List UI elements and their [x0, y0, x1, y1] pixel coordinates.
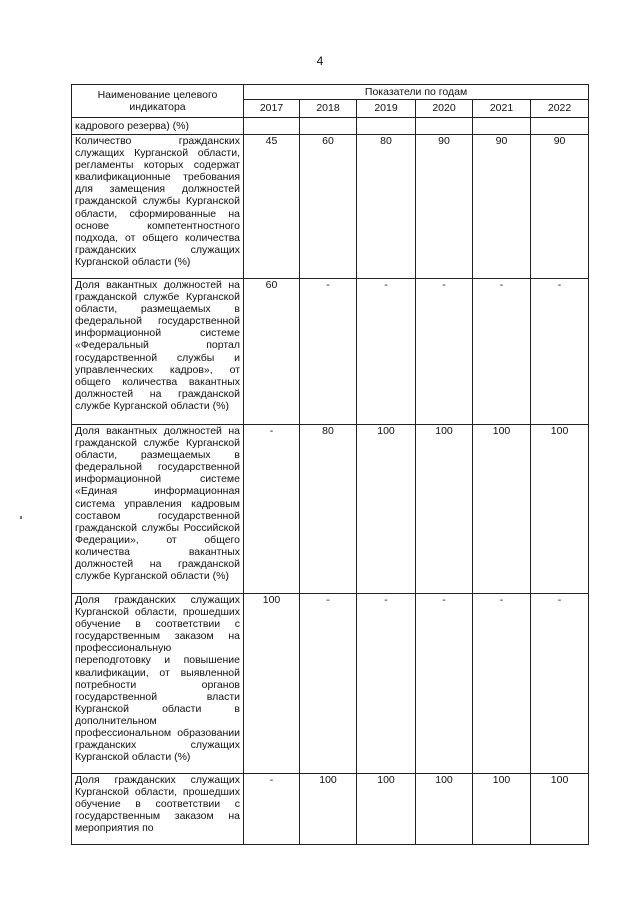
indicator-value: 90	[531, 135, 589, 279]
continuation-text: кадрового резерва) (%)	[72, 118, 244, 135]
table-header-row	[72, 85, 589, 100]
indicator-value: 100	[416, 774, 473, 845]
indicator-value: -	[473, 594, 531, 774]
indicator-value: 90	[473, 135, 531, 279]
indicator-value: 45	[244, 135, 300, 279]
year-header: 2017	[244, 100, 300, 118]
indicator-name: Доля гражданских служащих Курганской области, прошедших обучение в соответствии с государственным заказом на профессиональную переподготовку и повышение квалификации, от выявленной потребности органов государственной власти Курганской области в дополнительном профессиональном образовании гражданских служащих Курганской области (%)	[72, 594, 244, 774]
indicator-value: 100	[416, 425, 473, 594]
indicator-value: 100	[300, 774, 357, 845]
indicator-value: -	[531, 279, 589, 425]
years-group-header: Показатели по годам	[244, 85, 589, 100]
table-row	[72, 425, 589, 594]
indicator-value: -	[473, 279, 531, 425]
indicator-name: Количество гражданских служащих Курганской области, регламенты которых содержат квалификационные требования для замещения должностей гражданской службы Курганской области, сформированные на основе компетентностного подхода, от общего количества гражданских служащих Курганской области (%)	[72, 135, 244, 279]
indicator-value: 100	[357, 774, 416, 845]
indicator-name: Доля вакантных должностей на гражданской службе Курганской области, размещаемых в федеральной государственной информационной системе «Единая информационная система управления кадровым составом государственной гражданской службы Российской Федерации», от общего количества вакантных должностей на гражданской службе Курганской области (%)	[72, 425, 244, 594]
indicator-value: 80	[300, 425, 357, 594]
year-header: 2021	[473, 100, 531, 118]
indicator-value: -	[244, 774, 300, 845]
indicator-value: 100	[531, 774, 589, 845]
indicator-value: 60	[244, 279, 300, 425]
indicator-value: -	[531, 594, 589, 774]
indicator-value: 60	[300, 135, 357, 279]
indicator-value: 80	[357, 135, 416, 279]
year-header: 2019	[357, 100, 416, 118]
indicator-value: 100	[473, 774, 531, 845]
indicator-name: Доля вакантных должностей на гражданской службе Курганской области, размещаемых в федеральной государственной информационной системе «Федеральный портал государственной службы и управленческих кадров», от общего количества вакантных должностей на гражданской службе Курганской области (%)	[72, 279, 244, 425]
page-number: 4	[316, 54, 324, 68]
indicator-value: -	[244, 425, 300, 594]
table-row	[72, 774, 589, 845]
indicator-value: 100	[244, 594, 300, 774]
indicator-value: -	[300, 594, 357, 774]
table-row	[72, 594, 589, 774]
indicator-value: 100	[473, 425, 531, 594]
scan-mark	[20, 516, 22, 519]
indicator-value: -	[416, 279, 473, 425]
continuation-row	[72, 118, 589, 135]
table-row	[72, 135, 589, 279]
table-row	[72, 279, 589, 425]
indicator-value: -	[416, 594, 473, 774]
indicator-value: 100	[357, 425, 416, 594]
indicator-name-header: Наименование целевого индикатора	[72, 85, 244, 118]
indicator-value: -	[357, 279, 416, 425]
indicator-value: -	[300, 279, 357, 425]
indicators-table	[71, 84, 589, 845]
year-header: 2020	[416, 100, 473, 118]
year-header: 2022	[531, 100, 589, 118]
year-header: 2018	[300, 100, 357, 118]
indicator-value: 90	[416, 135, 473, 279]
indicator-value: -	[357, 594, 416, 774]
indicator-value: 100	[531, 425, 589, 594]
indicator-name: Доля гражданских служащих Курганской области, прошедших обучение в соответствии с государственным заказом на мероприятия по	[72, 774, 244, 845]
